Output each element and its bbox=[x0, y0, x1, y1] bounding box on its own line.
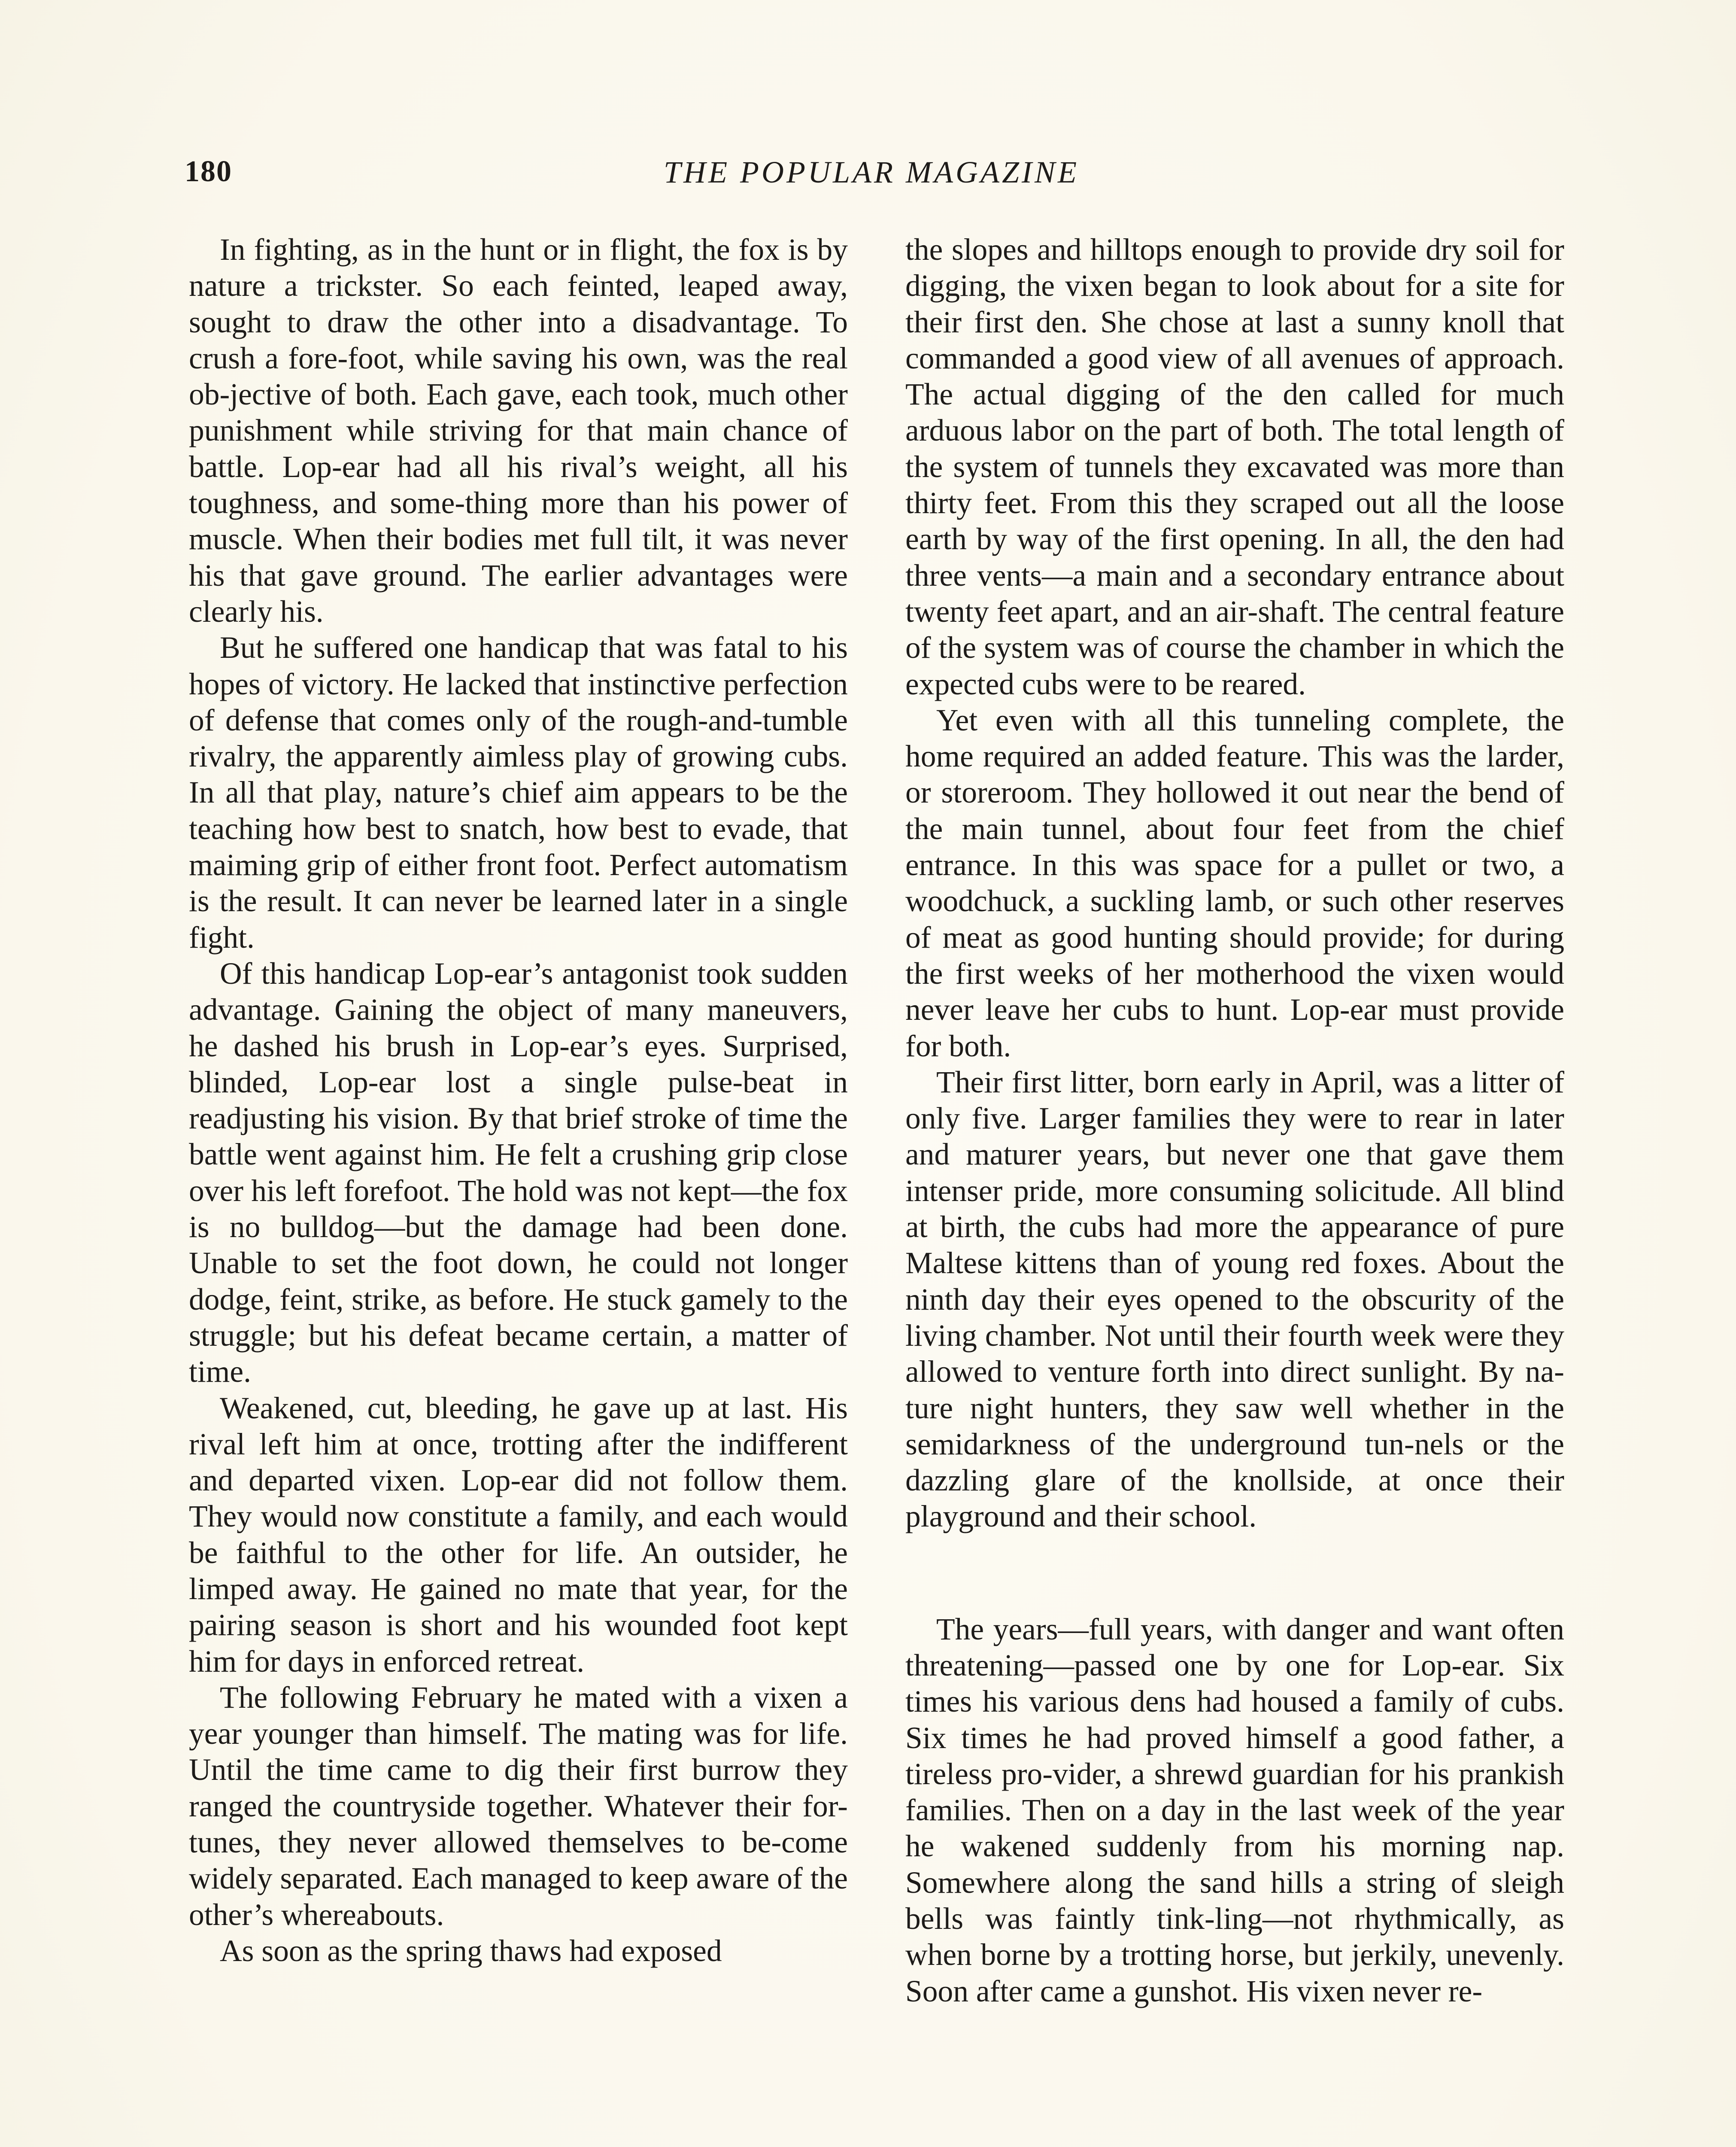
right-column bbox=[905, 232, 1564, 2147]
paragraph: Yet even with all this tunneling complete, the home required an added feature. This was the larder, or storeroom. They hollowed it out near the bend of the main tunnel, about four feet from the chief entrance. In this was space for a pullet or two, a woodchuck, a suckling lamb, or such other reserves of meat as good hunting should provide; for during the first weeks of her motherhood the vixen would never leave her cubs to hunt. Lop-ear must provide for both. bbox=[905, 703, 1564, 1063]
left-column bbox=[189, 232, 848, 2147]
paragraph: In fighting, as in the hunt or in flight, the fox is by nature a trickster. So each feinted, leaped away, sought to draw the other into a disadvantage. To crush a fore-foot, while saving his own, was the real ob-jective of both. Each gave, each took, much other punishment while striving for that main chance of battle. Lop-ear had all his rival’s weight, all his toughness, and some-thing more than his power of muscle. When their bodies met full tilt, it was never his that gave ground. The earlier advantages were clearly his. bbox=[189, 233, 848, 629]
paragraph: But he suffered one handicap that was fatal to his hopes of victory. He lacked that instinctive perfection of defense that comes only of the rough-and-tumble rivalry, the apparently aimless play of growing cubs. In all that play, nature’s chief aim appears to be the teaching how best to snatch, how best to evade, that maiming grip of either front foot. Perfect automatism is the result. It can never be learned later in a single fight. bbox=[189, 631, 848, 955]
paragraph: Their first litter, born early in April, was a litter of only five. Larger families they were to rear in later and maturer years, but never one that gave them intenser pride, more consuming solicitude. All blind at birth, the cubs had more the appearance of pure Maltese kittens than of young red foxes. About the ninth day their eyes opened to the obscurity of the living chamber. Not until their fourth week were they allowed to venture forth into direct sunlight. By na-ture night hunters, they saw well whether in the semidarkness of the underground tun-nels or the dazzling glare of the knollside, at once their playground and their school. bbox=[905, 1065, 1564, 1534]
paragraph-continuation: the slopes and hilltops enough to provide dry soil for digging, the vixen began to look about for a site for their first den. She chose at last a sunny knoll that commanded a good view of all avenues of approach. The actual digging of the den called for much arduous labor on the part of both. The total length of the system of tunnels they excavated was more than thirty feet. From this they scraped out all the loose earth by way of the first opening. In all, the den had three vents—a main and a secondary entrance about twenty feet apart, and an air-shaft. The central feature of the system was of course the chamber in which the expected cubs were to be reared. bbox=[905, 233, 1564, 701]
paragraph: Weakened, cut, bleeding, he gave up at last. His rival left him at once, trotting after the indifferent and departed vixen. Lop-ear did not follow them. They would now constitute a family, and each would be faithful to the other for life. An outsider, he limped away. He gained no mate that year, for the pairing season is short and his wounded foot kept him for days in enforced retreat. bbox=[189, 1391, 848, 1679]
paragraph: The following February he mated with a vixen a year younger than himself. The mating was for life. Until the time came to dig their first burrow they ranged the countryside together. Whatever their for-tunes, they never allowed themselves to be-come widely separated. Each managed to keep aware of the other’s whereabouts. bbox=[189, 1680, 848, 1932]
paragraph: As soon as the spring thaws had exposed bbox=[220, 1934, 722, 1968]
running-head: THE POPULAR MAGAZINE bbox=[664, 155, 1079, 189]
paragraph: Of this handicap Lop-ear’s antagonist took sudden advantage. Gaining the object of many maneuvers, he dashed his brush in Lop-ear’s eyes. Surprised, blinded, Lop-ear lost a single pulse-beat in readjusting his vision. By that brief stroke of time the battle went against him. He felt a crushing grip close over his left forefoot. The hold was not kept—the fox is no bulldog—but the damage had been done. Unable to set the foot down, he could not longer dodge, feint, strike, as before. He stuck gamely to the struggle; but his defeat became certain, a matter of time. bbox=[189, 956, 848, 1389]
text-columns bbox=[189, 232, 1564, 2147]
section-break bbox=[905, 1535, 1564, 1612]
page-number: 180 bbox=[185, 155, 232, 188]
paragraph: The years—full years, with danger and want often threatening—passed one by one for Lop-ear. Six times his various dens had housed a family of cubs. Six times he had proved himself a good father, a tireless pro-vider, a shrewd guardian for his prankish families. Then on a day in the last week of the year he wakened suddenly from his morning nap. Somewhere along the sand hills a string of sleigh bells was faintly tink-ling—not rhythmically, as when borne by a trotting horse, but jerkily, unevenly. Soon after came a gunshot. His vixen never re- bbox=[905, 1612, 1564, 2008]
page-header bbox=[185, 155, 1558, 206]
